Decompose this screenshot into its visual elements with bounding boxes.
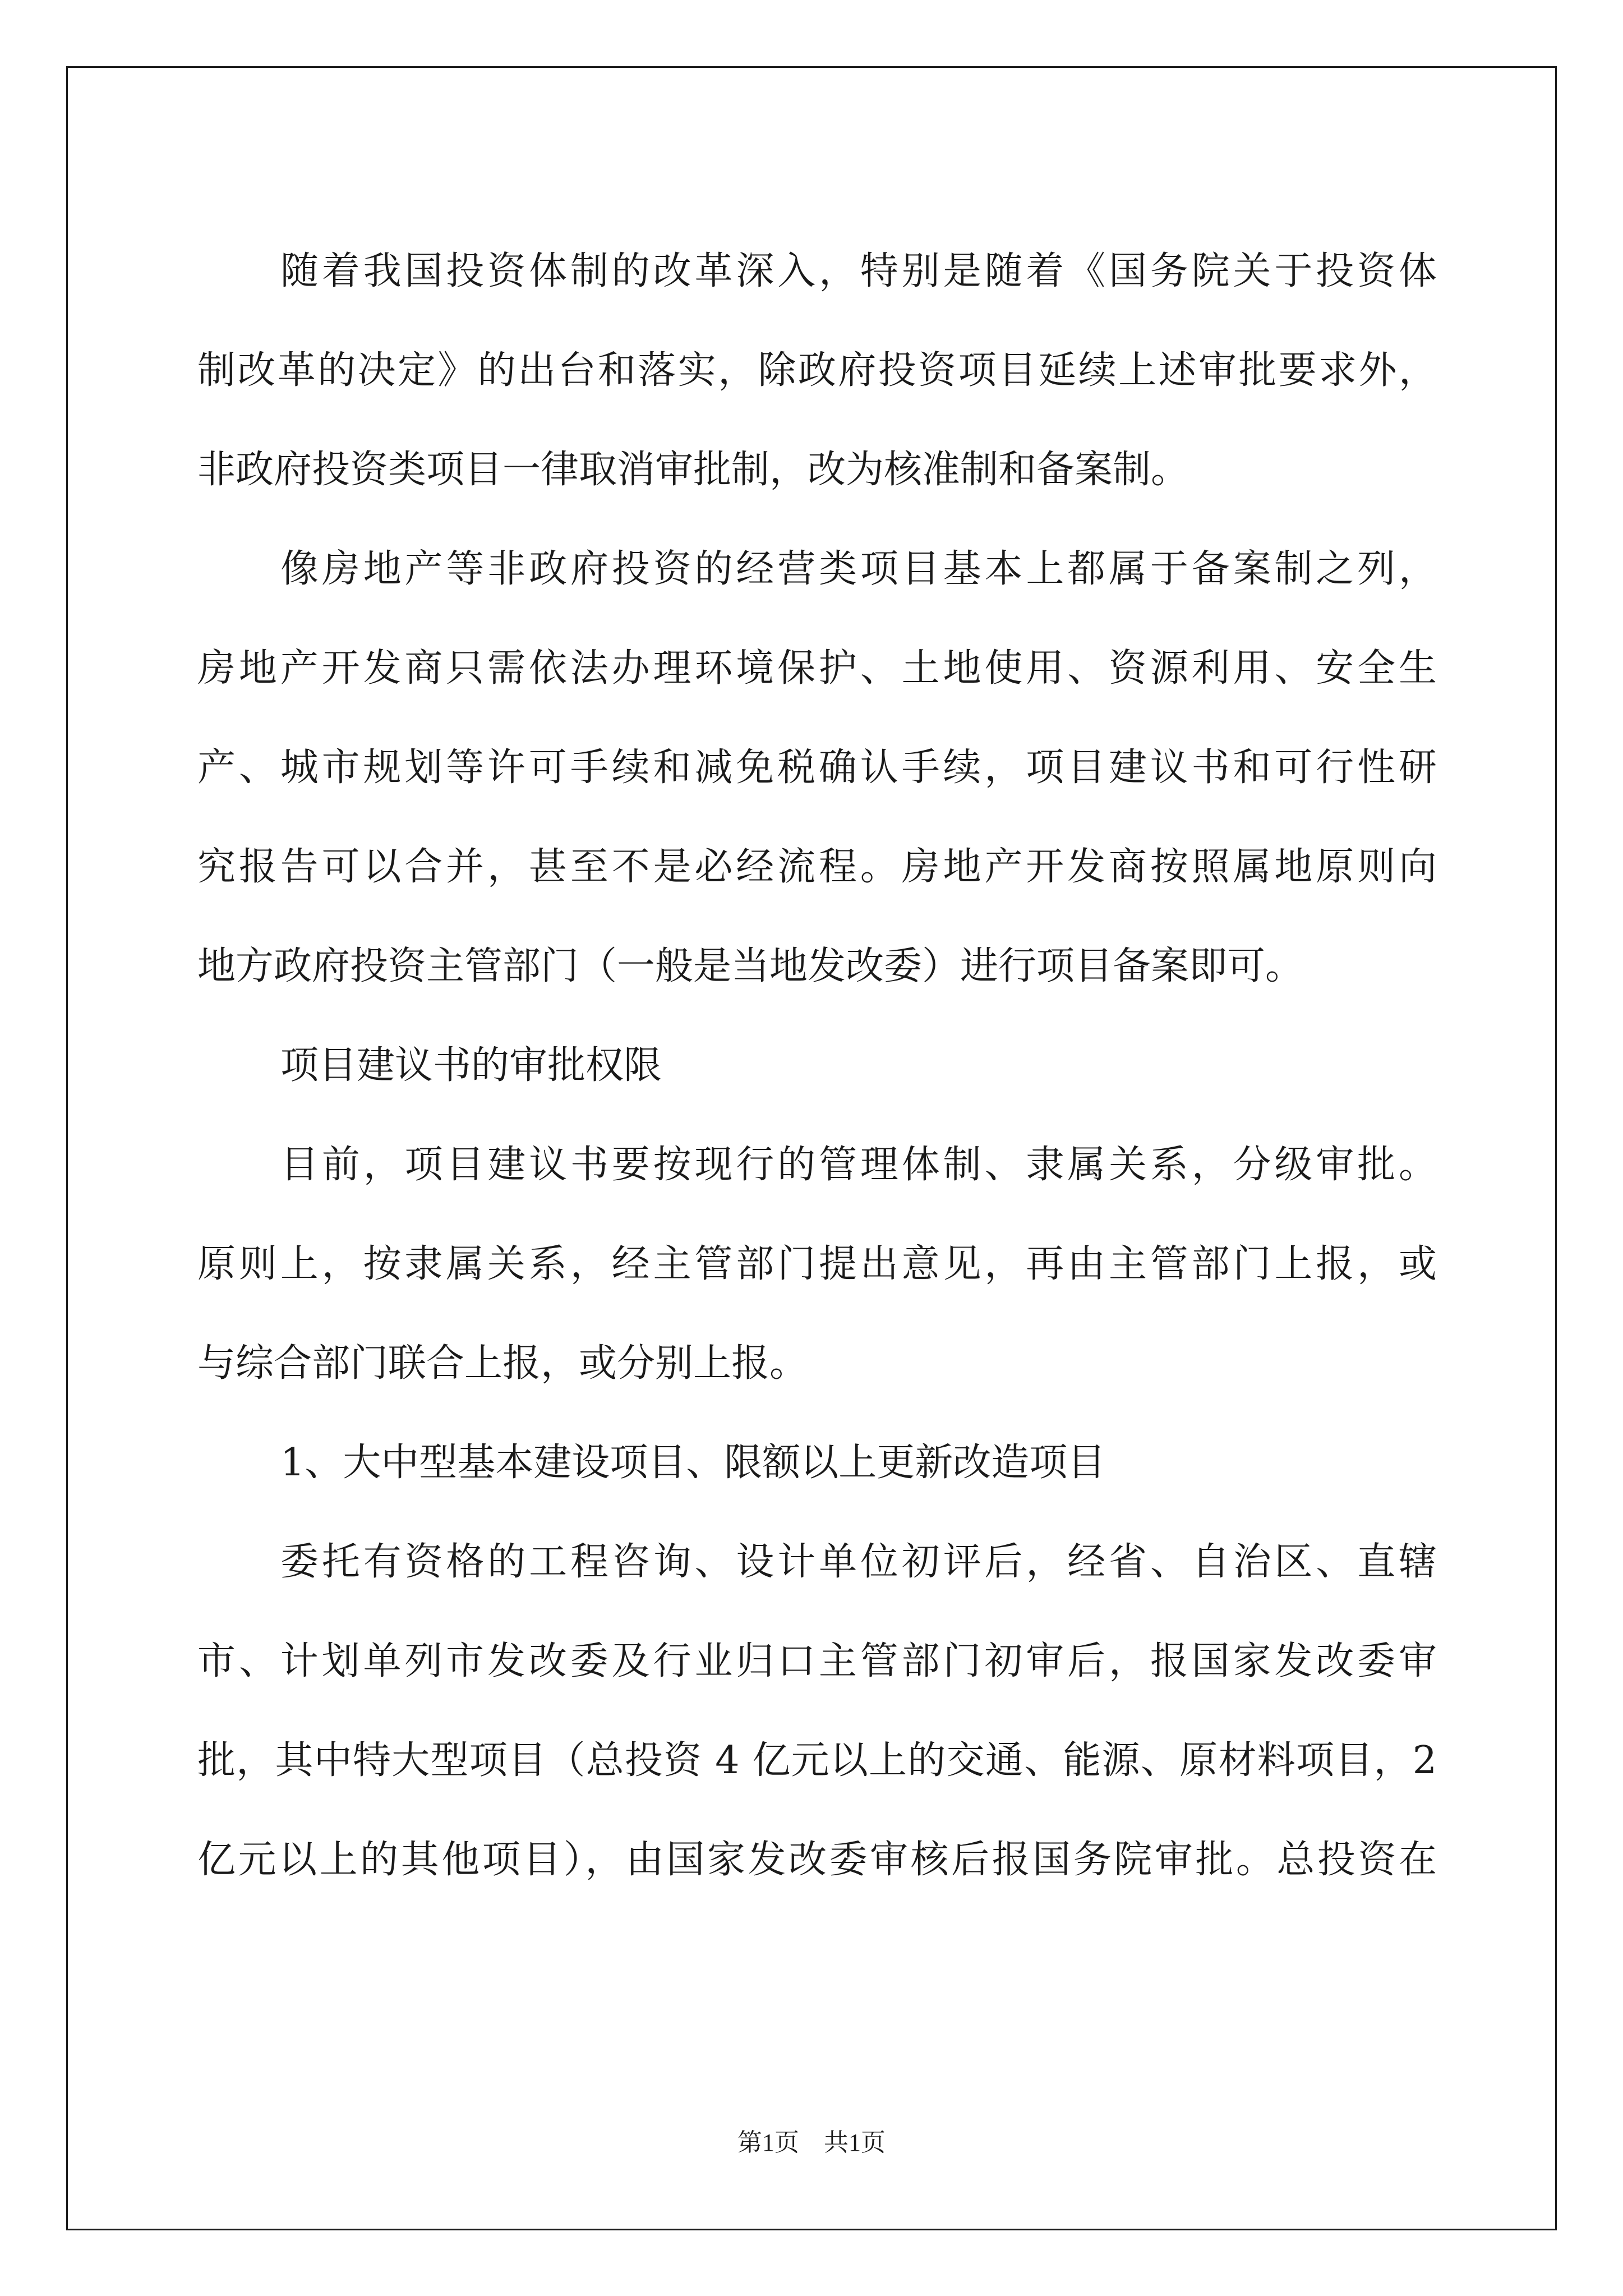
- paragraph-line: 原则上，按隶属关系，经主管部门提出意见，再由主管部门上报，或: [197, 1242, 1437, 1286]
- paragraph-line: 非政府投资类项目一律取消审批制，改为核准制和备案制。: [197, 448, 1189, 492]
- paragraph-line: 制改革的决定》的出台和落实，除政府投资项目延续上述审批要求外，: [197, 348, 1437, 393]
- paragraph-line: 究报告可以合并，甚至不是必经流程。房地产开发商按照属地原则向: [197, 845, 1437, 889]
- paragraph-line: 地方政府投资主管部门（一般是当地发改委）进行项目备案即可。: [197, 944, 1304, 988]
- document-body: [197, 222, 1437, 1910]
- paragraph-line: 目前，项目建议书要按现行的管理体制、隶属关系，分级审批。: [280, 1143, 1437, 1187]
- section-heading: 项目建议书的审批权限: [280, 1043, 662, 1088]
- paragraph-line: 产、城市规划等许可手续和减免税确认手续，项目建议书和可行性研: [197, 746, 1437, 790]
- paragraph-line: 与综合部门联合上报，或分别上报。: [197, 1341, 808, 1386]
- page-footer: 第1页 共1页: [737, 2129, 886, 2156]
- paragraph-line: 房地产开发商只需依法办理环境保护、土地使用、资源利用、安全生: [197, 646, 1437, 691]
- paragraph-line: 委托有资格的工程咨询、设计单位初评后，经省、自治区、直辖: [280, 1540, 1437, 1584]
- numbered-heading: 1、大中型基本建设项目、限额以上更新改造项目: [280, 1441, 1106, 1485]
- paragraph-line: 亿元以上的其他项目），由国家发改委审核后报国务院审批。总投资在: [197, 1838, 1437, 1882]
- paragraph-line: 随着我国投资体制的改革深入，特别是随着《国务院关于投资体: [280, 249, 1437, 293]
- paragraph-line: 市、计划单列市发改委及行业归口主管部门初审后，报国家发改委审: [197, 1639, 1437, 1683]
- paragraph-line: 批，其中特大型项目（总投资 4 亿元以上的交通、能源、原材料项目，2: [197, 1738, 1437, 1783]
- paragraph-line: 像房地产等非政府投资的经营类项目基本上都属于备案制之列，: [280, 547, 1437, 591]
